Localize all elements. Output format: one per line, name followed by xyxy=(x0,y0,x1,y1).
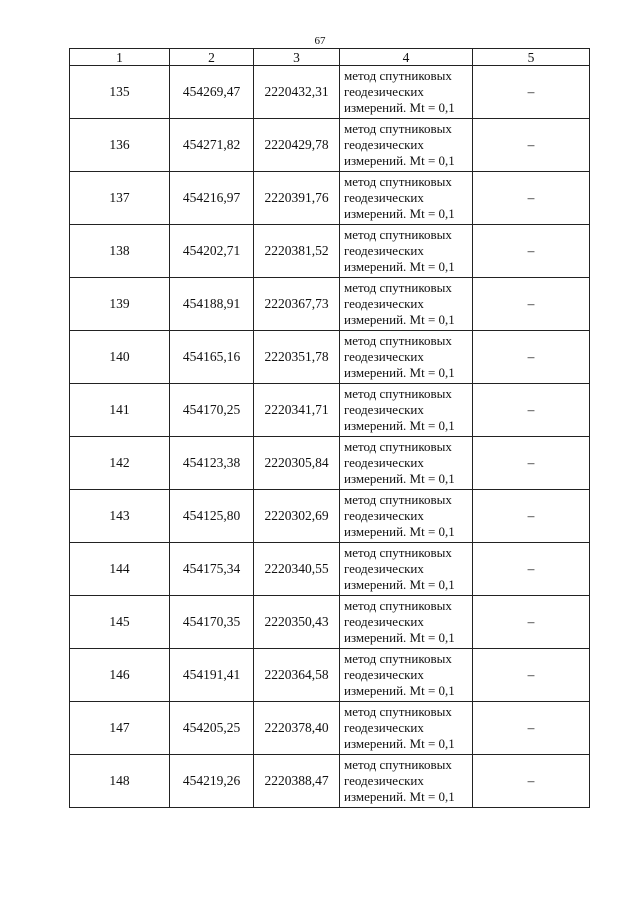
method-line: измерений. Mt = 0,1 xyxy=(344,153,455,168)
method-line: метод спутниковых xyxy=(344,545,452,560)
y-coordinate-cell: 2220305,84 xyxy=(254,437,340,490)
method-line: метод спутниковых xyxy=(344,598,452,613)
method-line: геодезических xyxy=(344,455,424,470)
method-cell xyxy=(340,543,473,596)
x-coordinate-cell: 454188,91 xyxy=(170,278,254,331)
method-cell xyxy=(340,331,473,384)
y-coordinate-cell: 2220341,71 xyxy=(254,384,340,437)
header-row xyxy=(70,49,590,66)
header-col-3: 3 xyxy=(254,49,340,66)
point-number-cell: 147 xyxy=(70,702,170,755)
y-coordinate-cell: 2220364,58 xyxy=(254,649,340,702)
point-number-cell: 139 xyxy=(70,278,170,331)
table-row xyxy=(70,119,590,172)
coordinates-table xyxy=(69,48,590,808)
point-number-cell: 142 xyxy=(70,437,170,490)
table-row xyxy=(70,278,590,331)
x-coordinate-cell: 454269,47 xyxy=(170,66,254,119)
x-coordinate-cell: 454219,26 xyxy=(170,755,254,808)
table-body xyxy=(70,66,590,808)
method-line: геодезических xyxy=(344,137,424,152)
table-row xyxy=(70,649,590,702)
col5-cell: – xyxy=(473,649,590,702)
method-cell xyxy=(340,278,473,331)
method-line: метод спутниковых xyxy=(344,386,452,401)
x-coordinate-cell: 454123,38 xyxy=(170,437,254,490)
method-line: геодезических xyxy=(344,190,424,205)
x-coordinate-cell: 454216,97 xyxy=(170,172,254,225)
method-line: измерений. Mt = 0,1 xyxy=(344,312,455,327)
method-line: метод спутниковых xyxy=(344,280,452,295)
col5-cell: – xyxy=(473,66,590,119)
method-cell xyxy=(340,596,473,649)
method-line: метод спутниковых xyxy=(344,439,452,454)
table-row xyxy=(70,66,590,119)
method-line: метод спутниковых xyxy=(344,121,452,136)
method-line: измерений. Mt = 0,1 xyxy=(344,577,455,592)
method-line: измерений. Mt = 0,1 xyxy=(344,630,455,645)
col5-cell: – xyxy=(473,278,590,331)
method-cell xyxy=(340,384,473,437)
header-col-1: 1 xyxy=(70,49,170,66)
method-line: измерений. Mt = 0,1 xyxy=(344,789,455,804)
method-line: метод спутниковых xyxy=(344,227,452,242)
method-line: геодезических xyxy=(344,84,424,99)
point-number-cell: 148 xyxy=(70,755,170,808)
method-line: геодезических xyxy=(344,402,424,417)
col5-cell: – xyxy=(473,119,590,172)
x-coordinate-cell: 454271,82 xyxy=(170,119,254,172)
point-number-cell: 138 xyxy=(70,225,170,278)
method-line: измерений. Mt = 0,1 xyxy=(344,365,455,380)
table-row xyxy=(70,543,590,596)
col5-cell: – xyxy=(473,384,590,437)
method-cell xyxy=(340,225,473,278)
y-coordinate-cell: 2220340,55 xyxy=(254,543,340,596)
method-line: измерений. Mt = 0,1 xyxy=(344,100,455,115)
method-line: измерений. Mt = 0,1 xyxy=(344,418,455,433)
point-number-cell: 135 xyxy=(70,66,170,119)
method-line: метод спутниковых xyxy=(344,492,452,507)
table-row xyxy=(70,225,590,278)
y-coordinate-cell: 2220350,43 xyxy=(254,596,340,649)
col5-cell: – xyxy=(473,490,590,543)
y-coordinate-cell: 2220391,76 xyxy=(254,172,340,225)
col5-cell: – xyxy=(473,755,590,808)
x-coordinate-cell: 454165,16 xyxy=(170,331,254,384)
method-line: измерений. Mt = 0,1 xyxy=(344,259,455,274)
table-row xyxy=(70,172,590,225)
method-line: геодезических xyxy=(344,667,424,682)
x-coordinate-cell: 454170,35 xyxy=(170,596,254,649)
method-line: геодезических xyxy=(344,614,424,629)
point-number-cell: 141 xyxy=(70,384,170,437)
method-line: метод спутниковых xyxy=(344,704,452,719)
method-line: измерений. Mt = 0,1 xyxy=(344,206,455,221)
header-col-2: 2 xyxy=(170,49,254,66)
point-number-cell: 143 xyxy=(70,490,170,543)
header-col-5: 5 xyxy=(473,49,590,66)
col5-cell: – xyxy=(473,543,590,596)
x-coordinate-cell: 454191,41 xyxy=(170,649,254,702)
x-coordinate-cell: 454125,80 xyxy=(170,490,254,543)
point-number-cell: 137 xyxy=(70,172,170,225)
table-row xyxy=(70,331,590,384)
col5-cell: – xyxy=(473,437,590,490)
page-number: 67 xyxy=(314,35,326,47)
table-row xyxy=(70,437,590,490)
point-number-cell: 144 xyxy=(70,543,170,596)
x-coordinate-cell: 454170,25 xyxy=(170,384,254,437)
method-line: измерений. Mt = 0,1 xyxy=(344,683,455,698)
point-number-cell: 136 xyxy=(70,119,170,172)
method-line: геодезических xyxy=(344,508,424,523)
y-coordinate-cell: 2220388,47 xyxy=(254,755,340,808)
table-row xyxy=(70,755,590,808)
method-cell xyxy=(340,437,473,490)
col5-cell: – xyxy=(473,172,590,225)
x-coordinate-cell: 454175,34 xyxy=(170,543,254,596)
method-line: метод спутниковых xyxy=(344,757,452,772)
y-coordinate-cell: 2220378,40 xyxy=(254,702,340,755)
header-col-4: 4 xyxy=(340,49,473,66)
method-line: геодезических xyxy=(344,773,424,788)
x-coordinate-cell: 454205,25 xyxy=(170,702,254,755)
method-cell xyxy=(340,649,473,702)
method-line: геодезических xyxy=(344,349,424,364)
y-coordinate-cell: 2220367,73 xyxy=(254,278,340,331)
col5-cell: – xyxy=(473,225,590,278)
method-line: измерений. Mt = 0,1 xyxy=(344,524,455,539)
col5-cell: – xyxy=(473,331,590,384)
x-coordinate-cell: 454202,71 xyxy=(170,225,254,278)
method-line: измерений. Mt = 0,1 xyxy=(344,736,455,751)
point-number-cell: 146 xyxy=(70,649,170,702)
method-line: геодезических xyxy=(344,296,424,311)
col5-cell: – xyxy=(473,596,590,649)
method-cell xyxy=(340,490,473,543)
y-coordinate-cell: 2220432,31 xyxy=(254,66,340,119)
method-cell xyxy=(340,702,473,755)
method-line: геодезических xyxy=(344,720,424,735)
method-line: метод спутниковых xyxy=(344,68,452,83)
method-line: геодезических xyxy=(344,561,424,576)
point-number-cell: 140 xyxy=(70,331,170,384)
method-cell xyxy=(340,66,473,119)
method-line: метод спутниковых xyxy=(344,651,452,666)
table-row xyxy=(70,384,590,437)
y-coordinate-cell: 2220381,52 xyxy=(254,225,340,278)
table-row xyxy=(70,490,590,543)
method-cell xyxy=(340,755,473,808)
table-row xyxy=(70,702,590,755)
method-line: измерений. Mt = 0,1 xyxy=(344,471,455,486)
y-coordinate-cell: 2220429,78 xyxy=(254,119,340,172)
method-line: метод спутниковых xyxy=(344,174,452,189)
method-line: геодезических xyxy=(344,243,424,258)
table-row xyxy=(70,596,590,649)
y-coordinate-cell: 2220302,69 xyxy=(254,490,340,543)
col5-cell: – xyxy=(473,702,590,755)
method-cell xyxy=(340,172,473,225)
method-line: метод спутниковых xyxy=(344,333,452,348)
method-cell xyxy=(340,119,473,172)
y-coordinate-cell: 2220351,78 xyxy=(254,331,340,384)
point-number-cell: 145 xyxy=(70,596,170,649)
